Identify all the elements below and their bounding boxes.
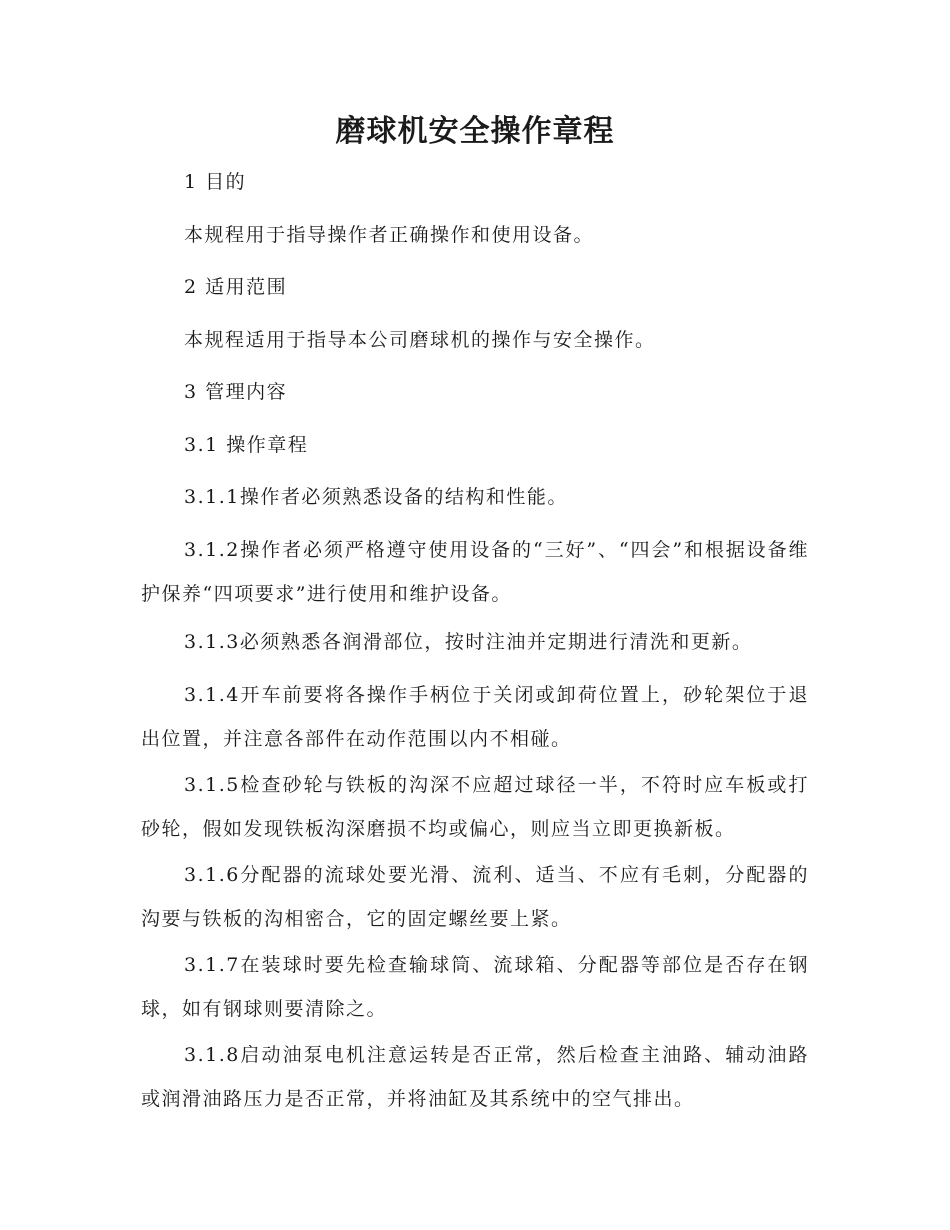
paragraph-purpose: 本规程用于指导操作者正确操作和使用设备。 [184, 224, 595, 246]
clause-3-1-6: 3.1.6分配器的流球处要光滑、流利、适当、不应有毛刺，分配器的沟要与铁板的沟相密合，它的固定螺丝要上紧。 [141, 864, 809, 930]
clause-3-1-1: 3.1.1操作者必须熟悉设备的结构和性能。 [184, 486, 568, 508]
section-heading-management: 3 管理内容 [184, 381, 288, 403]
subsection-heading-operation: 3.1 操作章程 [184, 434, 309, 456]
clause-3-1-5: 3.1.5检查砂轮与铁板的沟深不应超过球径一半，不符时应车板或打砂轮，假如发现铁板沟深磨损不均或偏心，则应当立即更换新板。 [141, 774, 809, 840]
document-title: 磨球机安全操作章程 [335, 114, 615, 149]
clause-3-1-2: 3.1.2操作者必须严格遵守使用设备的“三好”、“四会”和根据设备维护保养“四项要求”进行使用和维护设备。 [141, 539, 809, 605]
clause-3-1-3: 3.1.3必须熟悉各润滑部位，按时注油并定期进行清洗和更新。 [184, 631, 753, 653]
paragraph-scope: 本规程适用于指导本公司磨球机的操作与安全操作。 [184, 329, 656, 351]
clause-3-1-8: 3.1.8启动油泵电机注意运转是否正常，然后检查主油路、辅动油路或润滑油路压力是否正常，并将油缸及其系统中的空气排出。 [141, 1044, 809, 1110]
section-heading-purpose: 1 目的 [184, 171, 247, 193]
clause-3-1-4: 3.1.4开车前要将各操作手柄位于关闭或卸荷位置上，砂轮架位于退出位置，并注意各部件在动作范围以内不相碰。 [141, 684, 809, 750]
clause-3-1-7: 3.1.7在装球时要先检查输球筒、流球箱、分配器等部位是否存在钢球，如有钢球则要清除之。 [141, 954, 809, 1020]
section-heading-scope: 2 适用范围 [184, 276, 288, 298]
